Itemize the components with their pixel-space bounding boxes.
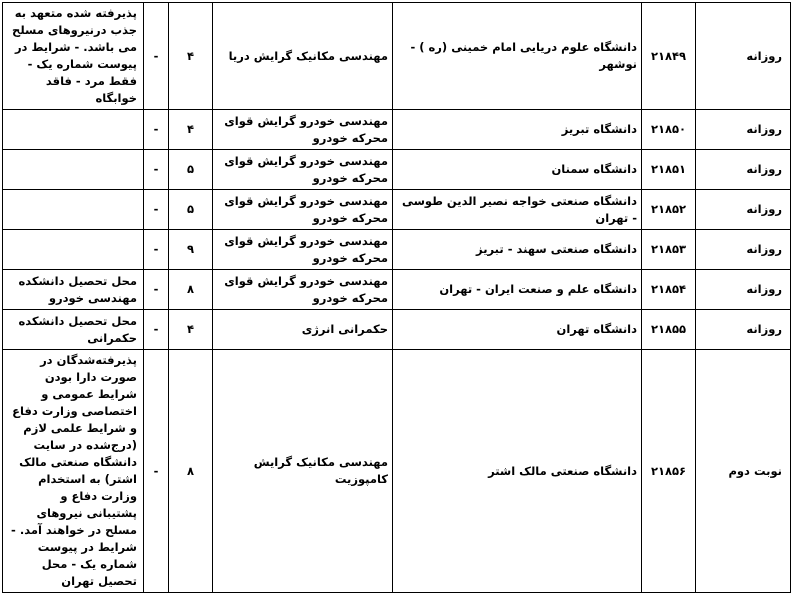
note-cell: محل تحصیل دانشکده حکمرانی [3,310,144,350]
dash-cell: - [144,270,169,310]
university-cell: دانشگاه علوم دریایی امام خمینی (ره ) - نوشهر [393,3,642,110]
field-cell: مهندسی خودرو گرایش قوای محرکه خودرو [213,270,393,310]
note-cell: محل تحصیل دانشکده مهندسی خودرو [3,270,144,310]
program-code-cell: ۲۱۸۵۱ [642,150,696,190]
university-cell: دانشگاه علم و صنعت ایران - تهران [393,270,642,310]
program-code-cell: ۲۱۸۵۶ [642,350,696,593]
university-cell: دانشگاه سمنان [393,150,642,190]
table-row [3,110,791,150]
course-type-cell: روزانه [696,3,791,110]
program-code-cell: ۲۱۸۵۰ [642,110,696,150]
course-type-cell: روزانه [696,270,791,310]
table-row [3,310,791,350]
course-type-cell: روزانه [696,190,791,230]
field-cell: مهندسی خودرو گرایش قوای محرکه خودرو [213,190,393,230]
capacity-cell: ۸ [169,350,213,593]
field-cell: مهندسی مکانیک گرایش کامپوزیت [213,350,393,593]
note-cell [3,190,144,230]
table-row [3,150,791,190]
course-type-cell: روزانه [696,110,791,150]
note-cell [3,150,144,190]
field-cell: حکمرانی انرژی [213,310,393,350]
note-cell: پذیرفته‌شدگان در صورت دارا بودن شرایط عمومی و اختصاصی وزارت دفاع و شرایط علمی لازم (درج‌شده در سایت دانشگاه صنعتی مالک اشتر) به استخدام وزارت دفاع و پشتیبانی نیروهای مسلح در خواهند آمد. - شرایط در پیوست شماره یک - محل تحصیل تهران [3,350,144,593]
note-cell: پذیرفته شده متعهد به جذب درنیروهای مسلح می باشد. - شرایط در پیوست شماره یک - فقط مرد - فاقد خوابگاه [3,3,144,110]
field-cell: مهندسی خودرو گرایش قوای محرکه خودرو [213,110,393,150]
capacity-cell: ۵ [169,190,213,230]
program-code-cell: ۲۱۸۵۵ [642,310,696,350]
university-cell: دانشگاه صنعتی خواجه نصیر الدین طوسی - تهران [393,190,642,230]
capacity-cell: ۴ [169,3,213,110]
capacity-cell: ۸ [169,270,213,310]
capacity-cell: ۴ [169,310,213,350]
table-row [3,230,791,270]
table-row [3,190,791,230]
program-code-cell: ۲۱۸۵۲ [642,190,696,230]
program-code-cell: ۲۱۸۵۳ [642,230,696,270]
field-cell: مهندسی خودرو گرایش قوای محرکه خودرو [213,150,393,190]
course-type-cell: روزانه [696,150,791,190]
dash-cell: - [144,150,169,190]
university-cell: دانشگاه صنعتی مالک اشتر [393,350,642,593]
program-code-cell: ۲۱۸۵۴ [642,270,696,310]
dash-cell: - [144,310,169,350]
capacity-cell: ۹ [169,230,213,270]
field-cell: مهندسی خودرو گرایش قوای محرکه خودرو [213,230,393,270]
program-table [2,2,791,593]
dash-cell: - [144,190,169,230]
note-cell [3,230,144,270]
course-type-cell: روزانه [696,230,791,270]
dash-cell: - [144,110,169,150]
program-code-cell: ۲۱۸۴۹ [642,3,696,110]
course-type-cell: روزانه [696,310,791,350]
table-row [3,3,791,110]
dash-cell: - [144,3,169,110]
course-type-cell: نوبت دوم [696,350,791,593]
university-cell: دانشگاه تهران [393,310,642,350]
table-row [3,350,791,593]
field-cell: مهندسی مکانیک گرایش دریا [213,3,393,110]
table-row [3,270,791,310]
capacity-cell: ۴ [169,110,213,150]
dash-cell: - [144,350,169,593]
capacity-cell: ۵ [169,150,213,190]
university-cell: دانشگاه تبریز [393,110,642,150]
dash-cell: - [144,230,169,270]
university-cell: دانشگاه صنعتی سهند - تبریز [393,230,642,270]
note-cell [3,110,144,150]
